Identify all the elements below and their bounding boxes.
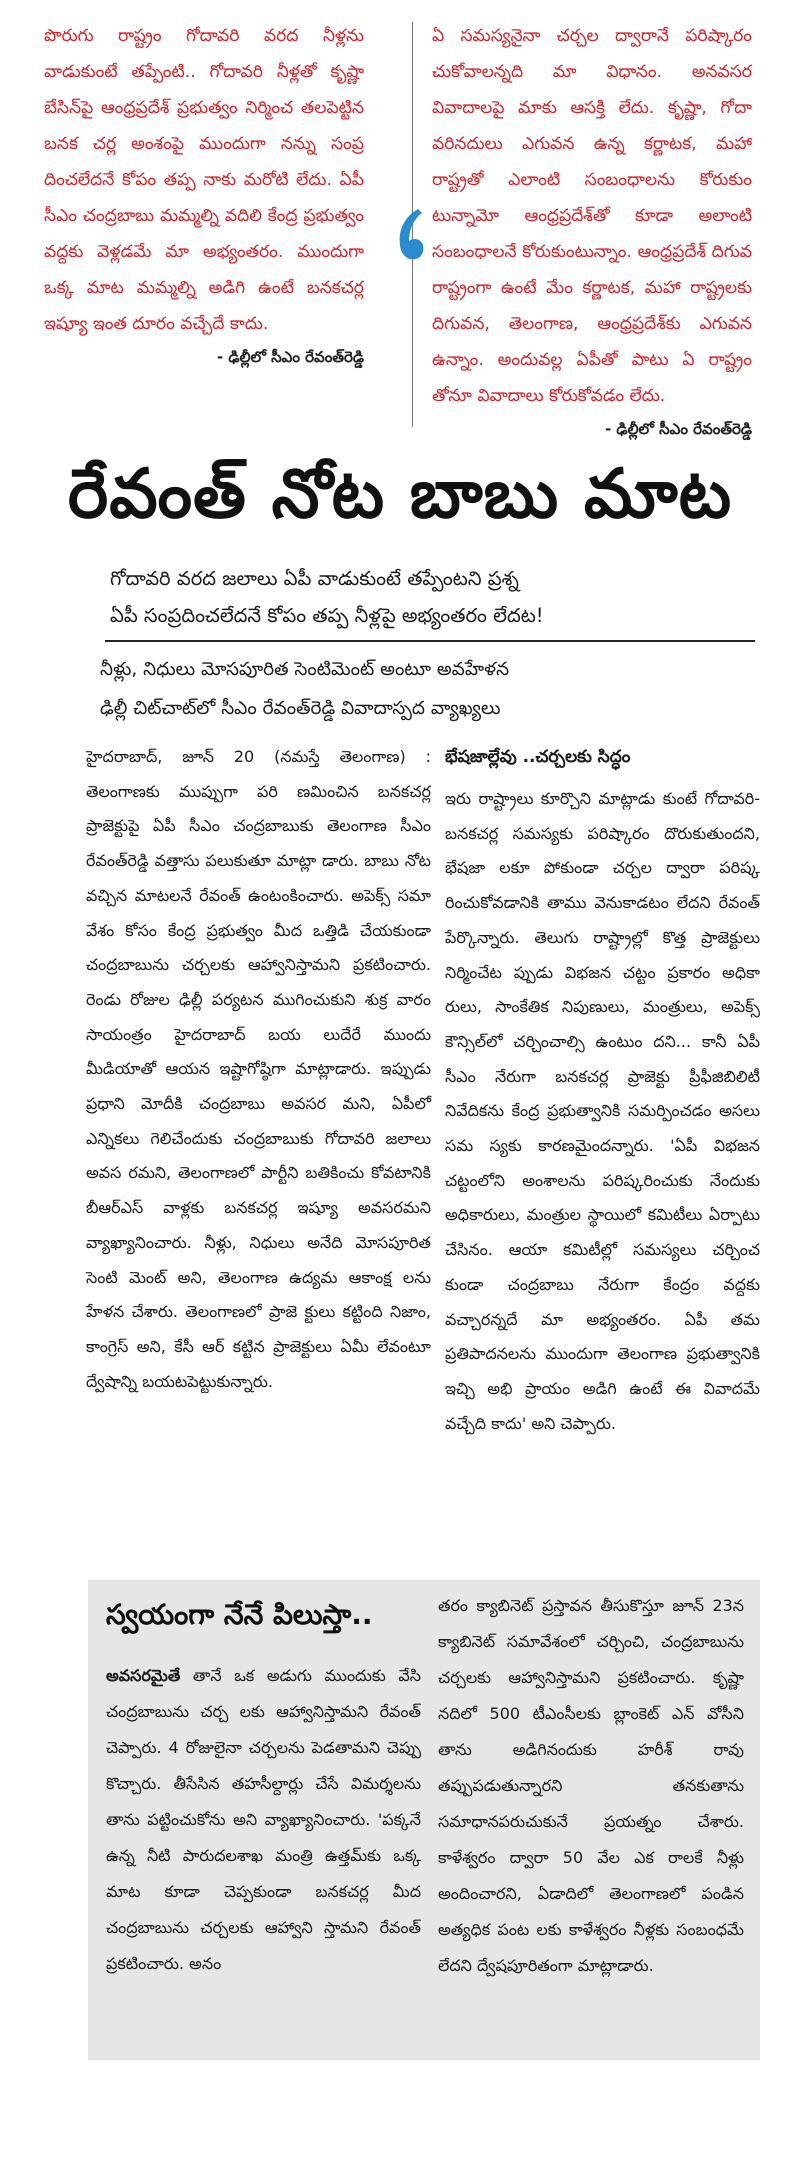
quote-right	[432, 18, 752, 442]
subdeck-line-1: నీళ్లు, నిధులు మోసపూరిత సెంటిమెంట్ అంటూ అవహేళన	[100, 659, 510, 680]
box-right-text: తరం క్యాబినెట్ ప్రస్తావన తీసుకొస్తూ జూన్ 23న క్యాబినెట్ సమావేశంలో చర్చించి, చంద్రబాబును చర్చలకు ఆహ్వానిస్తామని ప్రకటించారు. కృష్ణా నదిలో 500 టీఎంసీలకు బ్లాంకెట్ ఎన్ వోసీని తాను అడిగినందుకు హరీశ్ రావు తప్పుపడుతున్నారని తనకుతాను సమాధానపరుచుకునే ప్రయత్నం చేశారు. కాళేశ్వరం ద్వారా 50 వేల ఎక రాలకే నీళ్లు అందించారని, ఏడాదిలో తెలంగాణలో పండిన అత్యధిక పంట లకు కాళేశ్వరం నీళ్లకు సంబంధమే లేదని ద్వేషపూరితంగా మాట్లాడారు.	[438, 1596, 744, 1975]
quote-left-text: పొరుగు రాష్ట్రం గోదావరి వరద నీళ్లను వాడుకుంటే తప్పేంటి.. గోదావరి నీళ్లతో కృష్ణా బేసిన్‌పై ఆంధ్రప్రదేశ్ ప్రభుత్వం నిర్మించ తలపెట్టిన బనక చర్ల అంశంపై ముందుగా నన్ను సంప్ర దించలేదనే కోపం తప్ప నాకు మరోటి లేదు. ఏపీ సీఎం చంద్రబాబు మమ్మల్ని వదిలి కేంద్ర ప్రభుత్వం వద్దకు వెళ్లడమే మా అభ్యంతరం. ముందుగా ఒక్క మాట మమ్మల్ని అడిగి ఉంటే బనకచర్ల ఇష్యూ ఇంత దూరం వచ్చేదే కాదు.	[44, 26, 364, 334]
box-column-left	[106, 1658, 421, 1982]
quote-section	[40, 0, 760, 445]
quote-right-attribution: - ఢిల్లీలో సీఎం రేవంత్‌రెడ్డి	[604, 420, 752, 438]
body-column-right	[445, 740, 760, 1441]
quotation-mark-icon	[392, 205, 432, 265]
body-right-subhead: భేషజాల్లేవు ..చర్చలకు సిద్ధం	[445, 747, 631, 767]
box-heading: స్వయంగా నేనే పిలుస్తా..	[106, 1598, 373, 1631]
body-left-text: హైదరాబాద్, జూన్ 20 (నమస్తే తెలంగాణ) : తెలంగాణకు ముప్పుగా పరి ణమించిన బనకచర్ల ప్రాజెక్టుపై ఏపీ సీఎం చంద్రబాబుకు తెలంగాణ సీఎం రేవంత్‌రెడ్డి వత్తాసు పలుకుతూ మాట్లా డారు. బాబు నోట వచ్చిన మాటలనే రేవంత్ ఉంటంకించారు. అపెక్స్ సమా వేశం కోసం కేంద్ర ప్రభుత్వం మీద ఒత్తిడి చేయకుండా చంద్రబాబును చర్చలకు ఆహ్వానిస్తామని ప్రకటించారు. రెండు రోజుల ఢిల్లీ పర్యటన ముగించుకుని శుక్ర వారం సాయంత్రం హైదరాబాద్ బయ లుదేరే ముందు మీడియాతో ఆయన ఇష్టాగోష్ఠిగా మాట్లాడారు. ఇప్పుడు ప్రధాని మోదీకి చంద్రబాబు అవసర మని, ఏపీలో ఎన్నికలు గెలిచేందుకు చంద్రబాబుకు గోదావరి జలాలు అవస రమని, తెలంగాణలో పార్టీని బతికించు కోవటానికి బీఆర్‌ఎస్ వాళ్లకు బనకచర్ల ఇష్యూ అవసరమని వ్యాఖ్యానించారు. నీళ్లు, నిధులు అనేది మోసపూరిత సెంటి మెంట్ అని, తెలంగాణ ఉద్యమ ఆకాంక్ష లను హేళన చేశారు. తెలంగాణలో ప్రాజె క్టులు కట్టింది నిజాం, కాంగ్రెస్ అని, కేసీ ఆర్ కట్టిన ప్రాజెక్టులు ఏమీ లేవంటూ ద్వేషాన్ని బయటపెట్టుకున్నారు.	[86, 747, 431, 1391]
headline: రేవంత్ నోట బాబు మాట	[67, 455, 733, 534]
body-column-left	[86, 740, 431, 1399]
subdeck	[100, 650, 760, 728]
sidebar-box	[88, 1580, 760, 2060]
deck-line-1: గోదావరి వరద జలాలు ఏపీ వాడుకుంటే తప్పేంటని ప్రశ్న	[110, 567, 519, 590]
deck-line-2: ఏపీ సంప్రదించలేదనే కోపం తప్ప నీళ్లపై అభ్యంతరం లేదట!	[110, 604, 544, 627]
box-left-text	[106, 1658, 421, 1982]
box-left-body: తానే ఒక అడుగు ముందుకు వేసి చంద్రబాబును చర్చ లకు ఆహ్వానిస్తామని రేవంత్ చెప్పారు. 4 రోజులైనా చర్చలను పెడతామని చెప్పు కొచ్చారు. తీసేసిన తహసీల్దార్లు చేసే విమర్శలను తాను పట్టించుకోను అని వ్యాఖ్యానించారు. 'పక్కనే ఉన్న నీటి పారుదలశాఖ మంత్రి ఉత్తమ్‌కు ఒక్క మాట కూడా చెప్పకుండా బనకచర్ల మీద చంద్రబాబును చర్చలకు ఆహ్వాని స్తామని రేవంత్ ప్రకటించారు. అనం	[106, 1666, 421, 1973]
deck-rule	[105, 640, 755, 642]
subdeck-line-2: ఢిల్లీ చిట్‌చాట్‌లో సీఎం రేవంత్‌రెడ్డి వివాదాస్పద వ్యాఖ్యలు	[100, 698, 501, 719]
newspaper-article	[40, 0, 760, 2165]
deck	[110, 560, 720, 634]
box-column-right	[438, 1588, 744, 1984]
quote-left-attribution: - ఢిల్లీలో సీఎం రేవంత్‌రెడ్డి	[216, 348, 364, 366]
quote-right-text: ఏ సమస్యనైనా చర్చల ద్వారానే పరిష్కారం చుకోవాలన్నది మా విధానం. అనవసర వివాదాలపై మాకు ఆసక్తి లేదు. కృష్ణా, గోదా వరినదులు ఎగువన ఉన్న కర్ణాటక, మహా రాష్ట్రతో ఎలాంటి సంబంధాలను కోరుకుం టున్నామో ఆంధ్రప్రదేశ్‌తో కూడా అలాంటి సంబంధాలనే కోరుకుంటున్నాం. ఆంధ్రప్రదేశ్ దిగువ రాష్ట్రంగా ఉంటే మేం కర్ణాటక, మహా రాష్ట్రలకు దిగువన, తెలంగాణ, ఆంధ్రప్రదేశ్‌కు ఎగువన ఉన్నాం. అందువల్ల ఏపీతో పాటు ఏ రాష్ట్రం తోనూ వివాదాలు కోరుకోవడం లేదు.	[432, 26, 752, 406]
box-lead-word: అవసరమైతే	[106, 1666, 181, 1685]
quote-left	[44, 18, 364, 370]
body-right-text: ఇరు రాష్ట్రాలు కూర్చొని మాట్లాడు కుంటే గోదావరి- బనకచర్ల సమస్యకు పరిష్కారం దొరుకుతుందని, భేషజా లకూ పోకుండా చర్చల ద్వారా పరిష్క రించుకోవడానికి తాము వెనుకాడటం లేదని రేవంత్ పేర్కొన్నారు. తెలుగు రాష్ట్రాల్లో కొత్త ప్రాజెక్టులు నిర్మించేట ప్పుడు విభజన చట్టం ప్రకారం అధికా రులు, సాంకేతిక నిపుణులు, మంత్రులు, అపెక్స్ కౌన్సిల్‌లో చర్చించాల్సి ఉంటుం దని... కానీ ఏపీ సీఎం నేరుగా బనకచర్ల ప్రాజెక్టు ప్రీఫీజిబిలిటీ నివేదికను కేంద్ర ప్రభుత్వానికి సమర్పించడం అసలు సమ స్యకు కారణమైందన్నారు. 'ఏపీ విభజన చట్టంలోని అంశాలను పరిష్కరించుకు నేందుకు అధికారులు, మంత్రుల స్థాయిలో కమిటీలు ఏర్పాటు చేసినం. ఆయా కమిటీల్లో సమస్యలు చర్చించ కుండా చంద్రబాబు నేరుగా కేంద్రం వద్దకు వచ్చారన్నదే మా అభ్యంతరం. ఏపీ తమ ప్రతిపాదనలను ముందుగా తెలంగాణ ప్రభుత్వానికి ఇచ్చి అభి ప్రాయం అడిగి ఉంటే ఈ వివాదమే వచ్చేది కాదు' అని చెప్పారు.	[445, 789, 760, 1433]
